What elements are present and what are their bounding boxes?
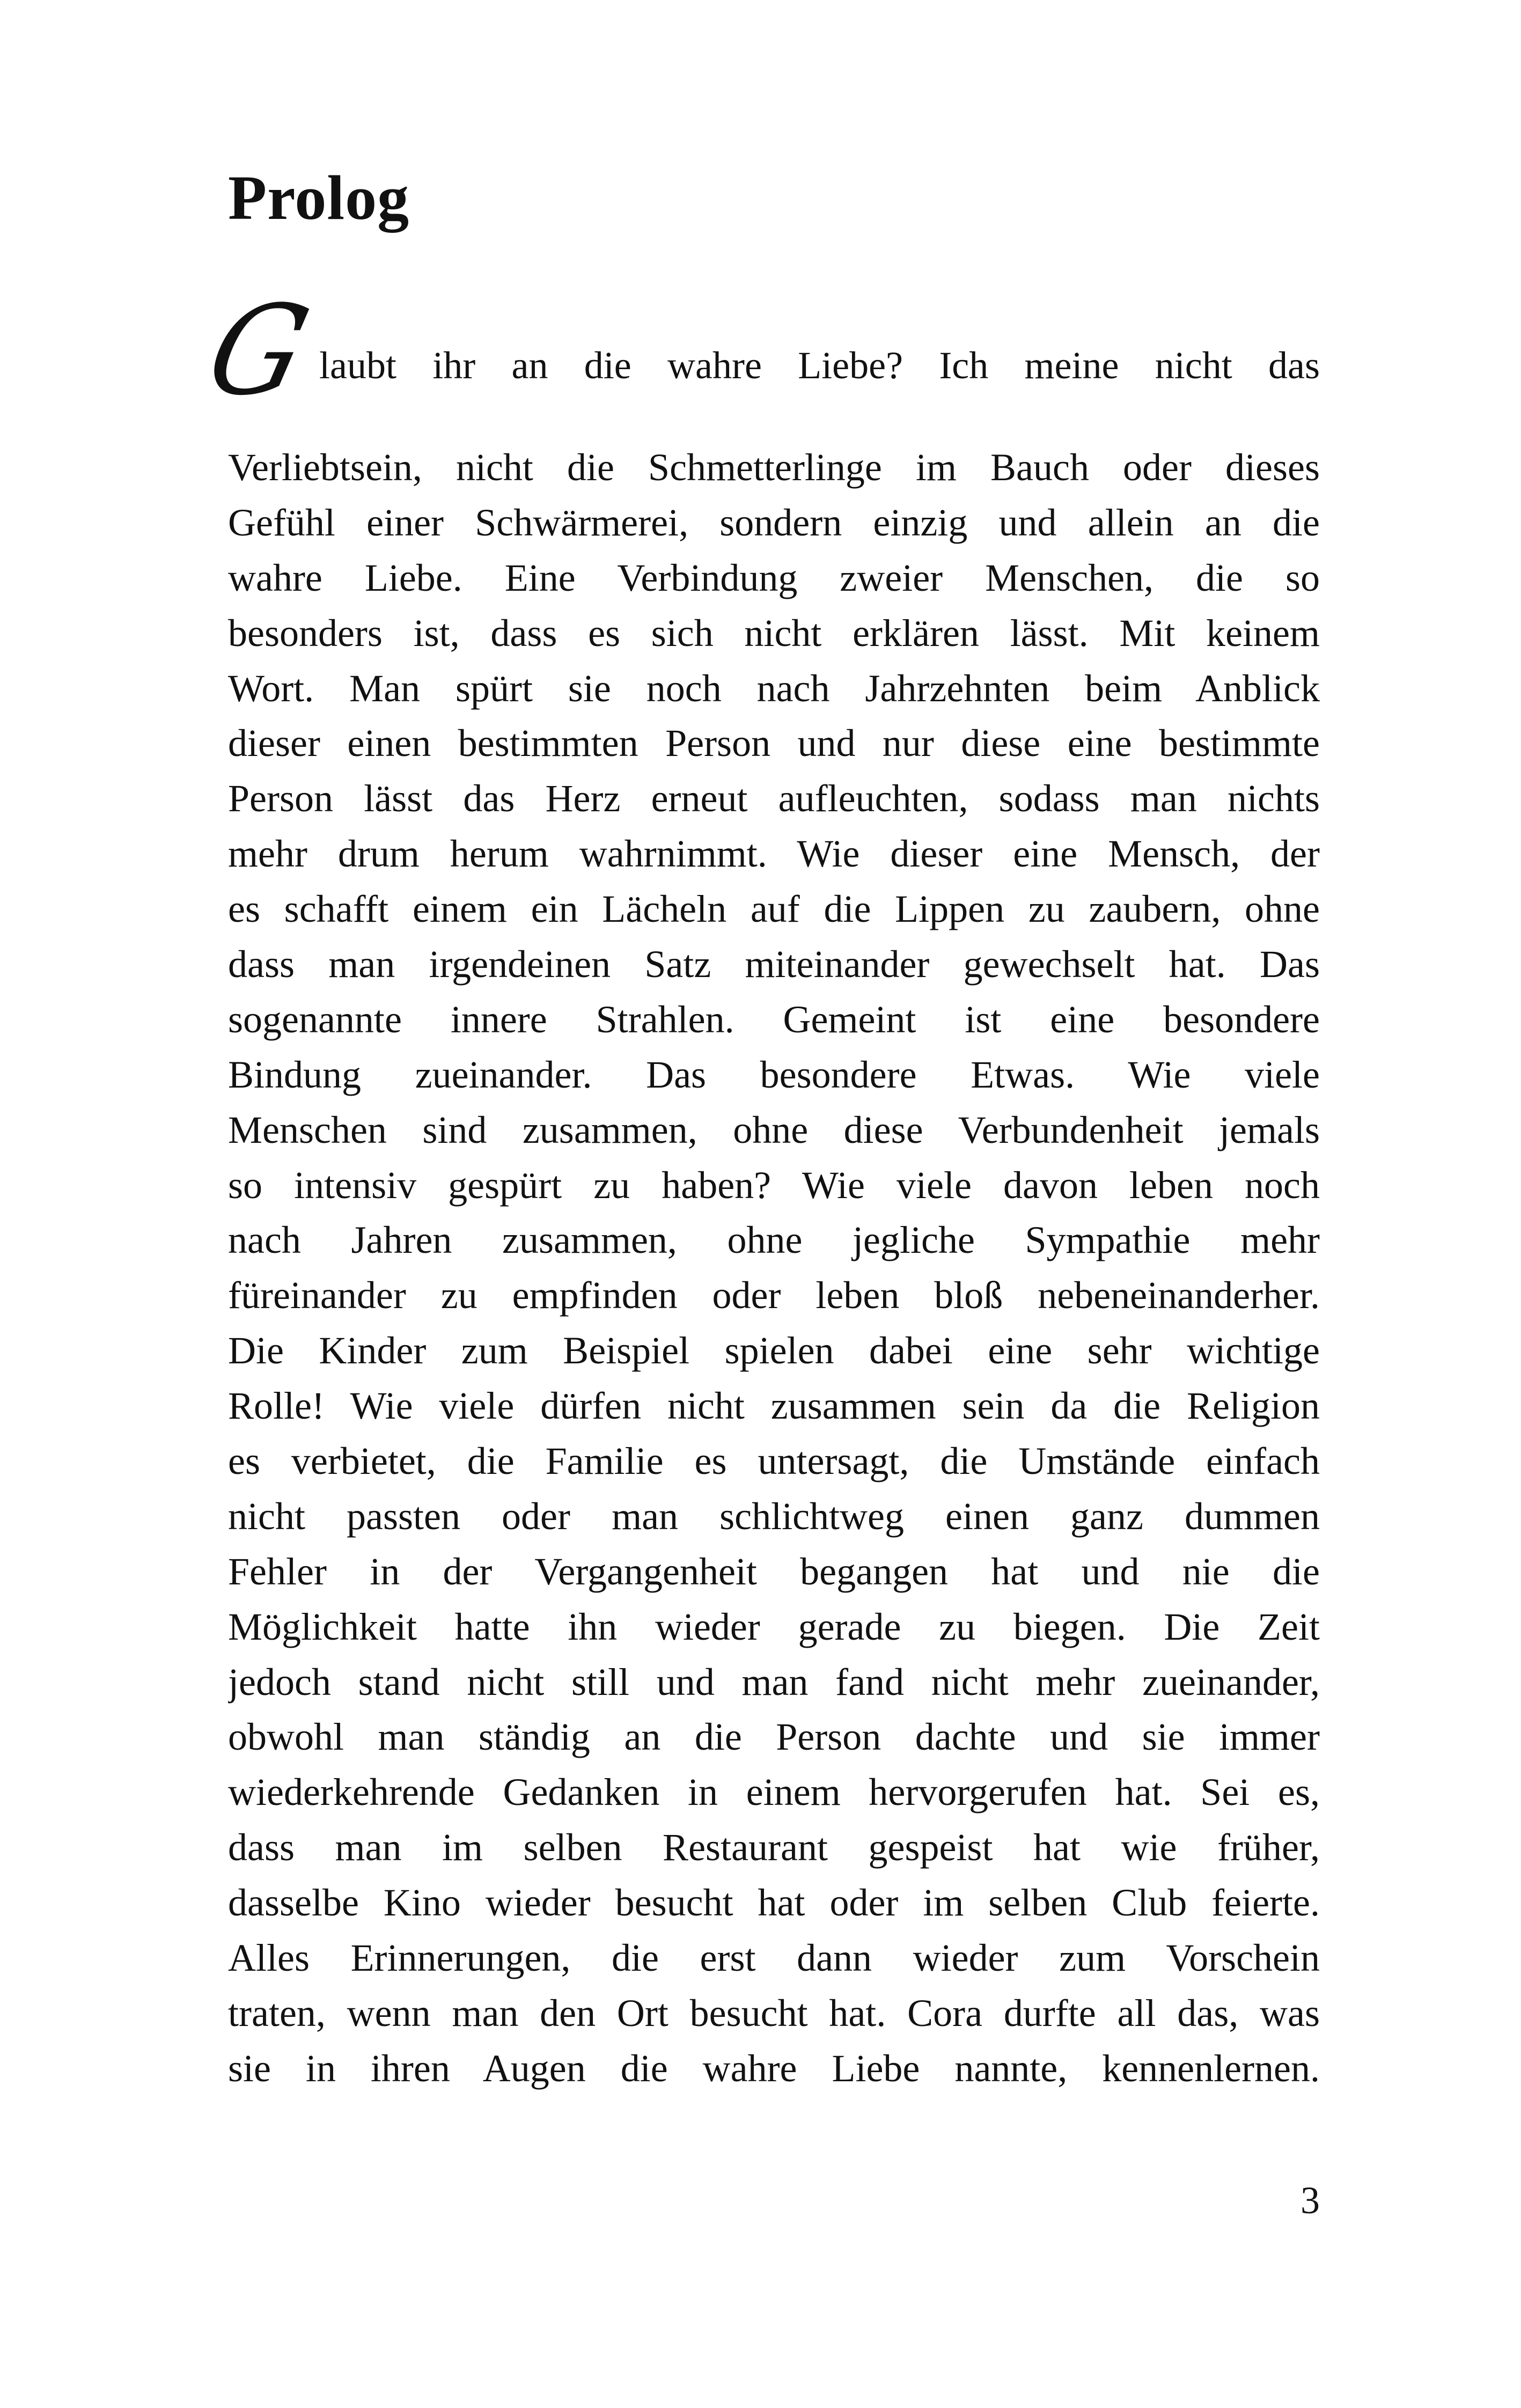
text-line: es schafft einem ein Lächeln auf die Lippen zu zaubern, ohne (228, 887, 1320, 931)
text-line: dass man irgendeinen Satz miteinander gewechselt hat. Das (228, 943, 1320, 986)
page-number: 3 (1300, 2179, 1320, 2222)
text-line: Person lässt das Herz erneut aufleuchten, sodass man nichts (228, 777, 1320, 820)
text-line: traten, wenn man den Ort besucht hat. Cora durfte all das, was (228, 1991, 1320, 2035)
text-line: obwohl man ständig an die Person dachte und sie immer (228, 1715, 1320, 1759)
text-line: Verliebtsein, nicht die Schmetterlinge im Bauch oder dieses (228, 446, 1320, 489)
text-line: Wort. Man spürt sie noch nach Jahrzehnten beim Anblick (228, 666, 1320, 710)
text-line: dass man im selben Restaurant gespeist hat wie früher, (228, 1826, 1320, 1869)
first-line-text: laubt ihr an die wahre Liebe? Ich meine nicht das (319, 344, 1320, 387)
text-line: füreinander zu empfinden oder leben bloß nebeneinanderher. (228, 1274, 1320, 1317)
text-line: es verbietet, die Familie es untersagt, die Umstände einfach (228, 1440, 1320, 1483)
text-line: Alles Erinnerungen, die erst dann wieder zum Vorschein (228, 1936, 1320, 1980)
text-line: so intensiv gespürt zu haben? Wie viele davon leben noch (228, 1163, 1320, 1207)
text-line: Die Kinder zum Beispiel spielen dabei eine sehr wichtige (228, 1329, 1320, 1372)
drop-cap-letter: G (195, 280, 321, 423)
text-line: nach Jahren zusammen, ohne jegliche Sympathie mehr (228, 1218, 1320, 1262)
text-line: Bindung zueinander. Das besondere Etwas. Wie viele (228, 1053, 1320, 1096)
text-line: dasselbe Kino wieder besucht hat oder im selben Club feierte. (228, 1881, 1320, 1925)
text-line: mehr drum herum wahrnimmt. Wie dieser eine Mensch, der (228, 832, 1320, 876)
text-line: wiederkehrende Gedanken in einem hervorgerufen hat. Sei es, (228, 1771, 1320, 1814)
text-line: Rolle! Wie viele dürfen nicht zusammen sein da die Religion (228, 1384, 1320, 1428)
text-line: nicht passten oder man schlichtweg einen ganz dummen (228, 1494, 1320, 1538)
text-line: Fehler in der Vergangenheit begangen hat und nie die (228, 1550, 1320, 1593)
text-line: besonders ist, dass es sich nicht erklären lässt. Mit keinem (228, 611, 1320, 655)
text-line: sogenannte innere Strahlen. Gemeint ist eine besondere (228, 997, 1320, 1041)
text-line: dieser einen bestimmten Person und nur diese eine bestimmte (228, 722, 1320, 765)
text-line: Menschen sind zusammen, ohne diese Verbundenheit jemals (228, 1108, 1320, 1151)
opening-line (195, 280, 1320, 423)
text-line: wahre Liebe. Eine Verbindung zweier Menschen, die so (228, 556, 1320, 599)
body-paragraph (228, 440, 1320, 2096)
text-line: Möglichkeit hatte ihn wieder gerade zu biegen. Die Zeit (228, 1605, 1320, 1648)
text-line: jedoch stand nicht still und man fand nicht mehr zueinander, (228, 1660, 1320, 1704)
text-line: sie in ihren Augen die wahre Liebe nannte, kennenlernen. (228, 2046, 1320, 2090)
text-line: Gefühl einer Schwärmerei, sondern einzig und allein an die (228, 501, 1320, 544)
chapter-title: Prolog (228, 163, 410, 233)
